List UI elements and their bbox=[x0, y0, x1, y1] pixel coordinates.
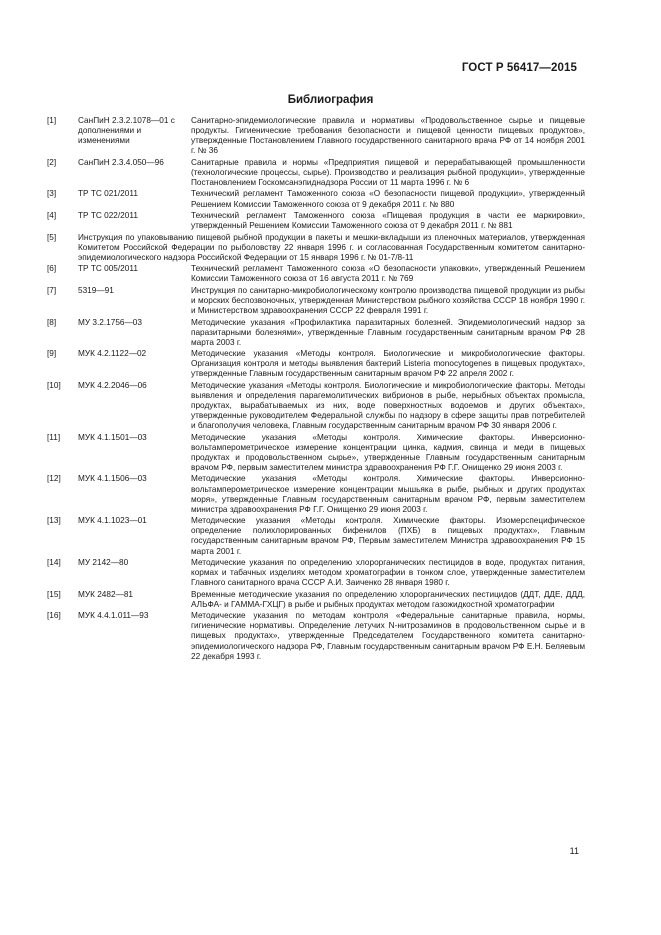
entry-number: [15] bbox=[47, 589, 61, 599]
page-title: Библиография bbox=[287, 94, 374, 106]
entry-number: [3] bbox=[47, 189, 57, 199]
entry-description: Технический регламент Таможенного союза «О безопасности пищевой продукции», утвержденный Решением Комиссии Таможенного союза от 9 декабря 2011 г. № 880 bbox=[191, 189, 585, 209]
bibliography-entry bbox=[47, 158, 585, 188]
entry-reference: ТР ТС 022/2011 bbox=[78, 211, 138, 221]
entry-reference: МУК 4.2.1122—02 bbox=[78, 349, 147, 359]
bibliography-entry bbox=[47, 611, 585, 661]
bibliography-entry bbox=[47, 233, 585, 263]
page-number: 11 bbox=[569, 846, 579, 856]
entry-description: Технический регламент Таможенного союза «О безопасности упаковки», утвержденный Решением Комиссии Таможенного союза от 16 августа 2011 г. № 769 bbox=[191, 264, 585, 284]
entry-description: Методические указания по методам контроля «Федеральные санитарные правила, нормы, гигиенические нормативы. Определение летучих N-нитрозаминов в продовольственном сырье и в пищевых продуктах», утвержденные Председателем Государственного комитета санитарно-эпидемиологического надзора РФ, Главным государственным санитарным врачом РФ Е.Н. Беляевым 22 декабря 1993 г. bbox=[191, 611, 585, 661]
entry-reference: ТР ТС 021/2011 bbox=[78, 189, 138, 199]
entry-full-text: Инструкция по упаковыванию пищевой рыбной продукции в пакеты и мешки-вкладыши из пленочных материалов, утвержденная Комитетом Российской Федерации по рыболовству 22 января 1996 г. и согласованная Государственным комитетом санитарно-эпидемиологического надзора Российской Федерации от 15 января 1996 г. № 01-7/8-11 bbox=[78, 232, 585, 262]
bibliography-entry bbox=[47, 381, 585, 431]
entry-reference: МУК 2482—81 bbox=[78, 589, 133, 599]
entry-number: [9] bbox=[47, 349, 57, 359]
entry-description: Технический регламент Таможенного союза «Пищевая продукция в части ее маркировки», утвержденный Решением Комиссии Таможенного союза от 9 декабря 2011 г. № 881 bbox=[191, 211, 585, 231]
entry-number: [11] bbox=[47, 432, 61, 442]
entry-description: Методические указания «Методы контроля. Химические факторы. Инверсионно-вольтамперометрическое измерение концентрации цинка, кадмия, свинца и меди в пищевых продуктах и продовольственном сырье», утвержденные Главным государственным санитарным врачом РФ, первым заместителем министра здравоохранения РФ Г.Г. Онищенко 29 июня 2003 г. bbox=[191, 432, 585, 472]
entry-reference: СанПиН 2.3.4.050—96 bbox=[78, 157, 164, 167]
entry-number: [12] bbox=[47, 474, 61, 484]
entry-description: Временные методические указания по определению хлорорганических пестицидов (ДДТ, ДДЕ, ДДД, АЛЬФА- и ГАММА-ГХЦГ) в рыбе и рыбных продуктах методом газожидкостной хроматографии bbox=[191, 589, 585, 609]
entry-description: Методические указания «Методы контроля. Биологические и микробиологические факторы. Организация контроля и методы выявления бактерий Listeria monocytogenes в пищевых продуктах», утвержденные Главным государственным санитарным врачом РФ 22 апреля 2002 г. bbox=[191, 349, 585, 379]
entry-reference: 5319—91 bbox=[78, 285, 114, 295]
entry-description: Санитарно-эпидемиологические правила и нормативы «Продовольственное сырье и пищевые продукты. Гигиенические требования безопасности и пищевой ценности пищевых продуктов», утвержденные Постановлением Главного государственного санитарного врача РФ от 14 ноября 2001 г. № 36 bbox=[191, 116, 585, 156]
bibliography-entry bbox=[47, 349, 585, 379]
entry-reference: МУК 4.1.1023—01 bbox=[78, 516, 147, 526]
bibliography-entry bbox=[47, 318, 585, 348]
bibliography-entry bbox=[47, 189, 585, 209]
bibliography-entry bbox=[47, 558, 585, 588]
entry-reference: МУК 4.4.1.011—93 bbox=[78, 611, 149, 621]
entry-number: [1] bbox=[47, 116, 57, 125]
bibliography-entry bbox=[47, 264, 585, 284]
entry-number: [14] bbox=[47, 558, 61, 568]
entry-description: Методические указания «Методы контроля. Химические факторы. Инверсионно-вольтамперометрическое измерение концентрации мышьяка в рыбе, рыбных и других продуктах моря», утвержденные Главным государственным санитарным врачом РФ, первым заместителем министра здравоохранения РФ Г.Г. Онищенко 29 июня 2003 г. bbox=[191, 474, 585, 514]
document-header bbox=[462, 62, 577, 74]
bibliography-entry bbox=[47, 474, 585, 514]
entry-reference: ТР ТС 005/2011 bbox=[78, 264, 138, 274]
entry-reference: СанПиН 2.3.2.1078—01 с дополнениями и изменениями bbox=[78, 116, 175, 146]
bibliography-entry bbox=[47, 433, 585, 473]
entry-number: [2] bbox=[47, 157, 57, 167]
entry-reference: МУК 4.1.1506—03 bbox=[78, 474, 147, 484]
entry-description: Инструкция по санитарно-микробиологическому контролю производства пищевой продукции из рыбы и морских беспозвоночных, утвержденная Министерством рыбного хозяйства СССР 18 ноября 1990 г. и Министерством здравоохранения СССР 22 февраля 1991 г. bbox=[191, 285, 585, 316]
entry-description: Методические указания «Профилактика паразитарных болезней. Эпидемиологический надзор за паразитарными болезнями», утвержденные Главным государственным санитарным врачом РФ 28 марта 2003 г. bbox=[191, 317, 585, 347]
entry-description: Санитарные правила и нормы «Предприятия пищевой и перерабатывающей промышленности (технологические процессы, сырье). Производство и реализация рыбной продукции», утвержденные Постановлением Госкомсанэпиднадзора России от 11 марта 1996 г. № 6 bbox=[191, 157, 585, 187]
bibliography-list bbox=[47, 116, 585, 663]
bibliography-entry bbox=[47, 516, 585, 556]
entry-reference: МУК 4.1.1501—03 bbox=[78, 432, 147, 442]
bibliography-entry bbox=[47, 116, 585, 156]
bibliography-entry bbox=[47, 286, 585, 316]
entry-number: [10] bbox=[47, 380, 61, 390]
bibliography-entry bbox=[47, 211, 585, 231]
bibliography-entry bbox=[47, 590, 585, 610]
entry-number: [13] bbox=[47, 516, 61, 526]
entry-number: [8] bbox=[47, 317, 57, 327]
entry-number: [16] bbox=[47, 611, 61, 621]
standard-code: ГОСТ Р 56417—2015 bbox=[461, 62, 577, 74]
entry-description: Методические указания «Методы контроля. Биологические и микробиологические факторы. Методы выявления и определения парагемолитических вибрионов в рыбе, нерыбных объектах промысла, продуктах, вырабатываемых из них, воде поверхностных водоемов и других объектах», утвержденные руководителем Федеральной службы по надзору в сфере защиты прав потребителей и благополучия человека, Главным государственным санитарным врачом РФ 30 января 2006 г. bbox=[191, 380, 585, 431]
entry-reference: МУ 2142—80 bbox=[78, 558, 129, 568]
entry-number: [4] bbox=[47, 211, 57, 221]
entry-number: [5] bbox=[47, 232, 57, 242]
entry-description: Методические указания «Методы контроля. Химические факторы. Изомерспецифическое определение полихлорированных бифенилов (ПХБ) в пищевых продуктах», Главным государственным санитарным врачом РФ, Первым заместителем Министра здравоохранения РФ 15 марта 2001 г. bbox=[191, 516, 585, 556]
entry-reference: МУК 4.2.2046—06 bbox=[78, 380, 147, 390]
entry-number: [7] bbox=[47, 285, 57, 295]
entry-reference: МУ 3.2.1756—03 bbox=[78, 317, 142, 327]
entry-description: Методические указания по определению хлорорганических пестицидов в воде, продуктах питания, кормах и табачных изделиях методом хроматографии в тонком слое, утвержденные заместителем Главного санитарного врача СССР А.И. Заиченко 28 января 1980 г. bbox=[191, 558, 585, 588]
entry-number: [6] bbox=[47, 264, 57, 274]
